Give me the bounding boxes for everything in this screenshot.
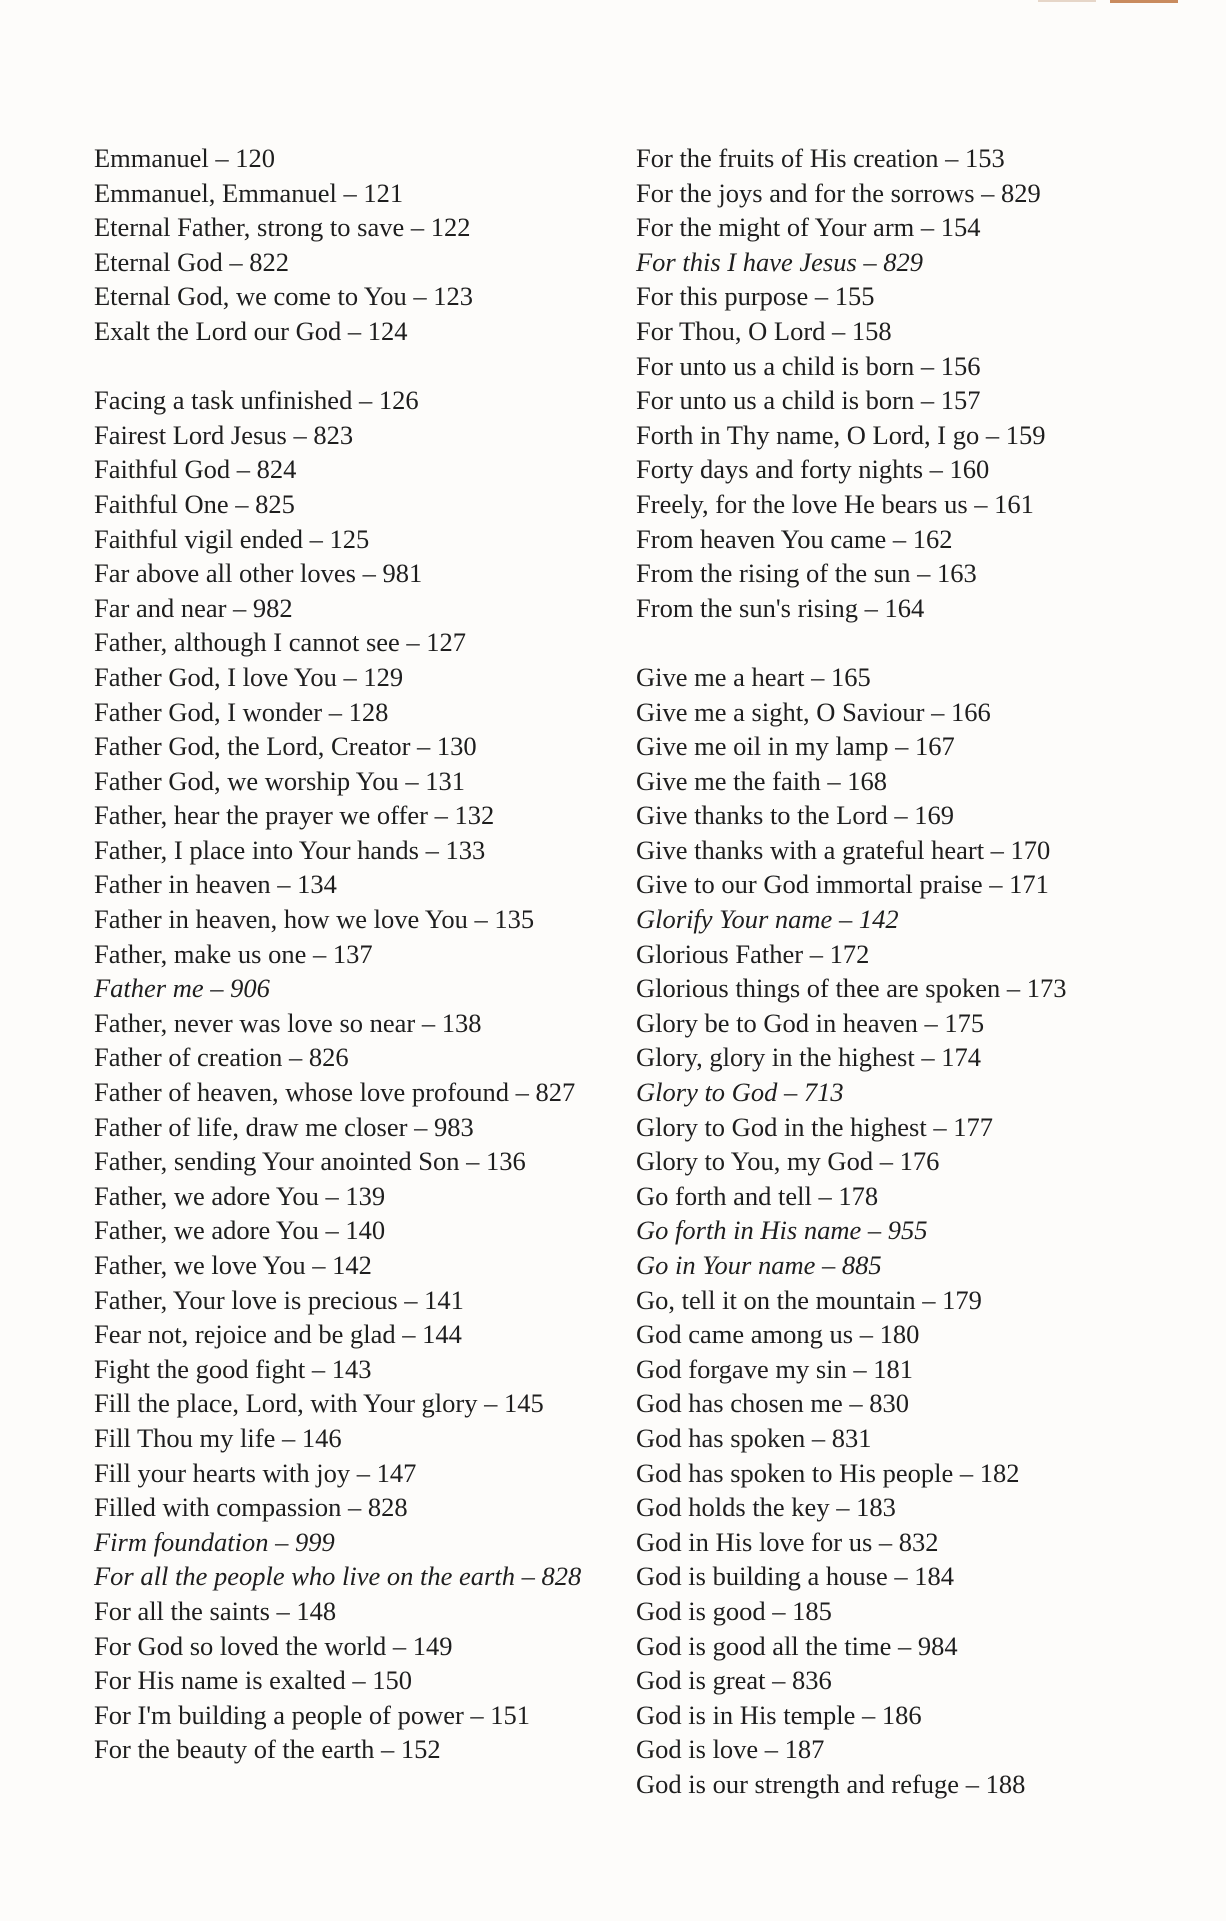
index-entry: Facing a task unfinished – 126: [94, 385, 419, 416]
index-entry: Father, never was love so near – 138: [94, 1007, 482, 1038]
index-entry: God forgave my sin – 181: [636, 1353, 913, 1384]
index-entry: God in His love for us – 832: [636, 1526, 939, 1557]
index-column-right: [636, 141, 1196, 1802]
page-edge-mark-light: [1038, 0, 1096, 2]
index-entry: From the sun's rising – 164: [636, 592, 925, 623]
index-entry: Father, we adore You – 140: [94, 1215, 386, 1246]
index-entry: Glorious things of thee are spoken – 173: [636, 973, 1067, 1004]
index-entry: God is our strength and refuge – 188: [636, 1768, 1026, 1799]
index-entry: Emmanuel, Emmanuel – 121: [94, 177, 404, 208]
letter-group-spacer: [636, 625, 1196, 660]
index-entry: Father God, the Lord, Creator – 130: [94, 731, 477, 762]
index-entry: Exalt the Lord our God – 124: [94, 315, 408, 346]
letter-group-spacer: [94, 349, 614, 384]
index-entry: Father God, I wonder – 128: [94, 696, 389, 727]
index-entry: God is love – 187: [636, 1734, 825, 1765]
index-entry: Father, I place into Your hands – 133: [94, 834, 486, 865]
index-entry: Filled with compassion – 828: [94, 1492, 408, 1523]
index-entry: Fight the good fight – 143: [94, 1353, 372, 1384]
index-entry: Glory, glory in the highest – 174: [636, 1042, 981, 1073]
index-entry: Faithful vigil ended – 125: [94, 523, 370, 554]
index-entry: Give me a sight, O Saviour – 166: [636, 696, 991, 727]
index-entry: For the might of Your arm – 154: [636, 212, 981, 243]
index-entry: God is good all the time – 984: [636, 1630, 958, 1661]
index-entry: Father, Your love is precious – 141: [94, 1284, 464, 1315]
index-entry: Father, we love You – 142: [94, 1250, 372, 1280]
index-entry: Father in heaven – 134: [94, 869, 337, 900]
index-entry: Father me – 906: [94, 973, 270, 1004]
index-entry: Go, tell it on the mountain – 179: [636, 1284, 982, 1315]
index-entry: Fill Thou my life – 146: [94, 1422, 342, 1453]
index-entry: Give me oil in my lamp – 167: [636, 731, 955, 762]
index-entry: Far and near – 982: [94, 592, 293, 623]
index-entry: God is good – 185: [636, 1595, 832, 1626]
index-entry: For His name is exalted – 150: [94, 1665, 412, 1696]
index-entry: Fill your hearts with joy – 147: [94, 1457, 417, 1488]
index-entry: Glorious Father – 172: [636, 938, 870, 969]
index-entry: For I'm building a people of power – 151: [94, 1699, 531, 1730]
index-entry: For unto us a child is born – 157: [636, 385, 981, 416]
index-entry: Give me a heart – 165: [636, 661, 871, 692]
index-entry: For the beauty of the earth – 152: [94, 1734, 441, 1765]
index-entry: Fairest Lord Jesus – 823: [94, 419, 354, 450]
index-entry: Father of creation – 826: [94, 1042, 349, 1073]
index-entry: Father, we adore You – 139: [94, 1180, 386, 1211]
index-entry: Go in Your name – 885: [636, 1250, 882, 1280]
index-entry: Glory be to God in heaven – 175: [636, 1007, 985, 1038]
index-entry: Give me the faith – 168: [636, 765, 887, 796]
index-entry: Faithful God – 824: [94, 454, 297, 485]
index-entry: Far above all other loves – 981: [94, 558, 423, 589]
index-entry: For this purpose – 155: [636, 281, 875, 312]
index-entry: Give thanks with a grateful heart – 170: [636, 834, 1051, 865]
index-entry: God has chosen me – 830: [636, 1388, 910, 1419]
index-entry: God holds the key – 183: [636, 1492, 896, 1523]
index-entry: For the joys and for the sorrows – 829: [636, 177, 1041, 208]
index-entry: Forty days and forty nights – 160: [636, 454, 990, 485]
index-entry: Forth in Thy name, O Lord, I go – 159: [636, 419, 1046, 450]
index-entry: Glory to God in the highest – 177: [636, 1111, 993, 1142]
index-entry: Eternal God, we come to You – 123: [94, 281, 474, 312]
index-entry: Glory to You, my God – 176: [636, 1146, 940, 1177]
index-entry: Fill the place, Lord, with Your glory – 145: [94, 1388, 544, 1419]
index-entry: God is in His temple – 186: [636, 1699, 922, 1730]
index-entry: For all the people who live on the earth – 828: [94, 1561, 582, 1592]
index-entry: For unto us a child is born – 156: [636, 350, 981, 381]
index-entry: God is building a house – 184: [636, 1561, 954, 1592]
index-entry: For the fruits of His creation – 153: [636, 143, 1005, 173]
index-entry: For God so loved the world – 149: [94, 1630, 453, 1661]
index-entry: Firm foundation – 999: [94, 1526, 335, 1557]
index-entry: God came among us – 180: [636, 1319, 920, 1350]
index-entry: Eternal God – 822: [94, 246, 290, 277]
index-entry: From heaven You came – 162: [636, 523, 953, 554]
index-entry: Emmanuel – 120: [94, 143, 276, 173]
index-entry: From the rising of the sun – 163: [636, 558, 977, 589]
index-entry: Father God, we worship You – 131: [94, 765, 465, 796]
index-entry: Father God, I love You – 129: [94, 661, 404, 692]
index-entry: Father of heaven, whose love profound – 827: [94, 1077, 576, 1108]
index-entry: Father, hear the prayer we offer – 132: [94, 800, 495, 831]
index-entry: God has spoken – 831: [636, 1422, 872, 1453]
index-entry: For Thou, O Lord – 158: [636, 315, 892, 346]
page-edge-mark: [1110, 0, 1178, 3]
index-entry: Fear not, rejoice and be glad – 144: [94, 1319, 462, 1350]
index-entry: Give thanks to the Lord – 169: [636, 800, 954, 831]
index-entry: Go forth and tell – 178: [636, 1180, 879, 1211]
index-entry: God is great – 836: [636, 1665, 832, 1696]
index-entry: Glory to God – 713: [636, 1077, 844, 1108]
index-entry: Father, sending Your anointed Son – 136: [94, 1146, 526, 1177]
index-entry: Freely, for the love He bears us – 161: [636, 488, 1034, 519]
index-entry: Go forth in His name – 955: [636, 1215, 928, 1246]
index-entry: Father of life, draw me closer – 983: [94, 1111, 474, 1142]
index-entry: God has spoken to His people – 182: [636, 1457, 1020, 1488]
index-entry: Glorify Your name – 142: [636, 904, 899, 935]
index-entry: Faithful One – 825: [94, 488, 295, 519]
index-entry: Father in heaven, how we love You – 135: [94, 904, 535, 935]
index-entry: For all the saints – 148: [94, 1595, 337, 1626]
index-column-left: [94, 141, 614, 1767]
index-entry: Eternal Father, strong to save – 122: [94, 212, 471, 243]
index-entry: Father, although I cannot see – 127: [94, 627, 467, 658]
index-entry: For this I have Jesus – 829: [636, 246, 924, 277]
index-entry: Give to our God immortal praise – 171: [636, 869, 1049, 900]
index-entry: Father, make us one – 137: [94, 938, 373, 969]
